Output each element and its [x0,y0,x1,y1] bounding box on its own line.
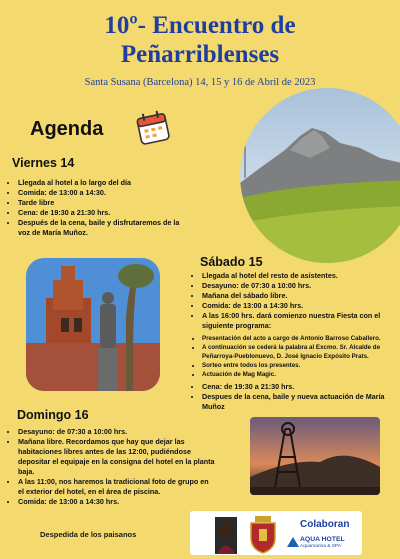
list-item: • Desayuno: de 07:30 a 10:00 hrs. [18,427,216,437]
list-item: • Presentación del acto a cargo de Antonio Barroso Caballero. [202,334,395,343]
agenda-title: Agenda [30,118,104,140]
page-title-line2: Peñarriblenses [120,41,280,68]
list-item: • Comida: de 13:00 a 14:30 hrs. [202,301,395,311]
town-photo [26,258,160,391]
list-item: • Sorteo entre todos los presentes. [202,361,395,370]
farewell-text: Despedida de los paisanos [40,530,137,539]
hotel-tagline: Aquamarina & SPA [300,544,341,549]
calendar-icon [134,109,172,152]
list-item: • Desayuno: de 07:30 a 10:00 hrs. [202,281,395,291]
list-item: • Cena: de 19:30 a 21:30 hrs. [202,382,395,392]
list-item: • Tarde libre [18,198,181,208]
list-item: • Cena: de 19:30 a 21:30 hrs. [18,208,181,218]
list-item: • A continuación se cederá la palabra al Excmo. Sr. Alcalde de Peñarroya-Pueblonuevo, D. José Ignacio Expósito Prats. [202,343,395,361]
list-item: • Comida: de 13:00 a 14:30. [18,188,181,198]
day-title-domingo: Domingo 16 [17,408,89,422]
day-title-viernes: Viernes 14 [12,156,75,170]
mountain-photo [240,88,400,263]
day-title-sabado: Sábado 15 [200,255,263,269]
list-item: • A las 16:00 hrs. dará comienzo nuestra Fiesta con el siguiente programa: [202,311,395,331]
event-subtitle: Santa Susana (Barcelona) 14, 15 y 16 de Abril de 2023 [84,77,316,88]
mine-headframe-photo [250,417,380,495]
domingo-list [6,427,216,507]
sabado-evening-list [190,382,395,412]
list-item: • Llegada al hotel a lo largo del día [18,178,181,188]
hotel-name: AQUA HOTEL [300,536,345,543]
list-item: • Llegada al hotel del resto de asistentes. [202,271,395,281]
list-item: • Mañana del sábado libre. [202,291,395,301]
hotel-logo-icon [287,537,299,547]
sponsors-label: Colaboran [300,519,350,530]
sabado-list [190,271,395,331]
sabado-program-list [190,334,395,379]
singer-photo [215,517,237,554]
list-item: • Después de la cena, baile y disfrutaremos de la voz de María Muñoz. [18,218,181,238]
list-item: • A las 11:00, nos haremos la tradicional foto de grupo en el exterior del hotel, en el área de piscina. [18,477,216,497]
list-item: • Comida: de 13:00 a 14:30 hrs. [18,497,216,507]
page-title-line1: 10º- Encuentro de [104,12,296,39]
viernes-list [6,178,181,238]
list-item: • Mañana libre. Recordamos que hay que dejar las habitaciones libres antes de las 12:00, pudiéndose depositar el equipaje en la consigna del hotel en la planta baja. [18,437,216,477]
coat-of-arms-icon [248,514,278,559]
list-item: • Actuación de Mag Magic. [202,370,395,379]
list-item: • Despues de la cena, baile y nueva actuación de María Muñoz [202,392,395,412]
